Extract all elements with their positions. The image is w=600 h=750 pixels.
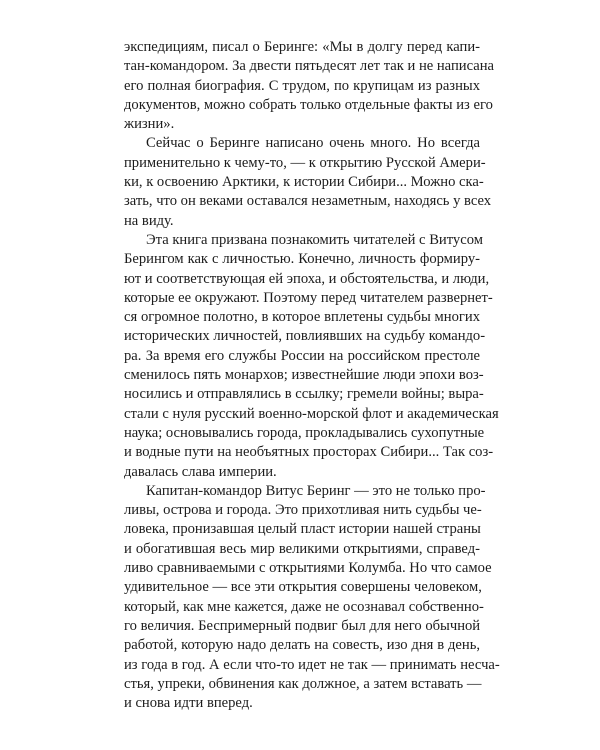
text-line: го величия. Беспримерный подвиг был для него обычной bbox=[124, 617, 481, 634]
paragraph-4 bbox=[124, 482, 500, 714]
text-line: ют и соответствующая ей эпоха, и обстоятельства, и люди, bbox=[124, 270, 490, 287]
text-line: ловека, пронизавшая целый пласт истории нашей страны bbox=[124, 521, 481, 538]
text-line: экспедициям, писал о Беринге: «Мы в долгу перед капи- bbox=[124, 39, 480, 55]
text-line: Берингом как с личностью. Конечно, личность формиру- bbox=[124, 251, 480, 268]
text-line: ливы, острова и города. Это прихотливая нить судьбы че- bbox=[124, 502, 482, 519]
text-line: Капитан-командор Витус Беринг — это не только про- bbox=[146, 482, 486, 499]
text-line: стали с нуля русский военно-морской флот и академическая bbox=[124, 405, 499, 422]
text-line: применительно к чему-то, — к открытию Русской Амери- bbox=[124, 154, 486, 171]
text-line: и водные пути на необъятных просторах Сибири... Так соз- bbox=[124, 444, 494, 461]
text-line: жизни». bbox=[124, 116, 175, 133]
text-line: документов, можно собрать только отдельные факты из его bbox=[124, 96, 493, 113]
text-line: исторических личностей, повлиявших на судьбу командо- bbox=[124, 328, 486, 345]
text-line: зать, что он веками оставался незаметным, находясь у всех bbox=[124, 193, 492, 210]
text-line: его полная биография. С трудом, по крупицам из разных bbox=[124, 77, 480, 94]
paragraph-3 bbox=[124, 231, 499, 482]
text-line: наука; основывались города, прокладывались сухопутные bbox=[124, 424, 485, 441]
text-line: Эта книга призвана познакомить читателей с Витусом bbox=[146, 231, 483, 248]
text-line: работой, которую надо делать на совесть, изо дня в день, bbox=[124, 637, 480, 654]
text-line: из года в год. А если что-то идет не так — принимать несча- bbox=[124, 656, 500, 673]
paragraph-1 bbox=[124, 38, 495, 134]
text-line: и обогатившая весь мир великими открытиями, справед- bbox=[124, 540, 480, 557]
text-line: ки, к освоению Арктики, к истории Сибири... Можно ска- bbox=[124, 174, 484, 191]
text-line: удивительное — все эти открытия совершены человеком, bbox=[124, 579, 482, 596]
text-line: ся огромное полотно, в которое вплетены судьбы многих bbox=[124, 309, 480, 326]
text-line: носились и отправлялись в ссылку; гремели войны; выра- bbox=[124, 386, 484, 403]
body-text bbox=[124, 38, 500, 713]
paragraph-2 bbox=[124, 134, 492, 230]
text-line: стья, упреки, обвинения как должное, а затем вставать — bbox=[124, 675, 482, 692]
text-line: ливо сравниваемыми с открытиями Колумба. Но что самое bbox=[124, 560, 492, 577]
text-line: ра. За время его службы России на российском престоле bbox=[124, 347, 480, 364]
text-line: давалась слава империи. bbox=[124, 463, 277, 480]
text-line: тан-командором. За двести пятьдесят лет так и не написана bbox=[124, 58, 495, 75]
text-line: и снова идти вперед. bbox=[124, 695, 253, 712]
text-line: который, как мне кажется, даже не осознавал собственно- bbox=[124, 598, 484, 615]
text-line: которые ее окружают. Поэтому перед читателем развернет- bbox=[124, 289, 493, 306]
text-line: сменилось пять монархов; известнейшие люди эпохи воз- bbox=[124, 367, 484, 384]
text-line: Сейчас о Беринге написано очень много. Но всегда bbox=[146, 135, 480, 152]
text-line: на виду. bbox=[124, 212, 174, 229]
